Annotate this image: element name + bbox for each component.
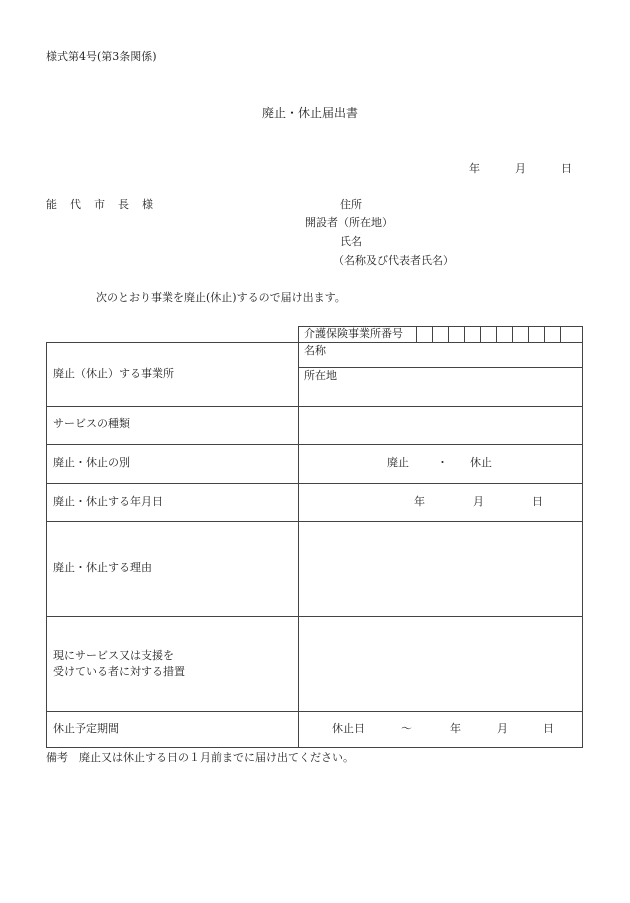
measures-label-line1: 現にサービス又は支援を xyxy=(53,649,174,662)
period-day: 日 xyxy=(543,722,554,735)
distinction-option-suspend: 休止 xyxy=(470,456,492,469)
date-day-label: 日 xyxy=(561,162,572,175)
address-label: 住所 xyxy=(340,198,362,211)
distinction-separator: ・ xyxy=(437,456,448,469)
measures-label-line2: 受けている者に対する措置 xyxy=(53,665,185,678)
service-type-label: サービスの種類 xyxy=(53,417,130,430)
addressee-char: 代 xyxy=(70,198,81,211)
date-day: 日 xyxy=(532,495,543,508)
office-location-label: 所在地 xyxy=(304,369,337,382)
office-name-label: 名称 xyxy=(304,344,326,357)
intro-text: 次のとおり事業を廃止(休止)するので届け出ます。 xyxy=(96,291,346,304)
distinction-option-abolish: 廃止 xyxy=(387,456,409,469)
distinction-label: 廃止・休止の別 xyxy=(53,456,130,469)
page-title: 廃止・休止届出書 xyxy=(261,106,358,120)
date-label: 廃止・休止する年月日 xyxy=(53,495,163,508)
date-month: 月 xyxy=(473,495,484,508)
addressee-char: 様 xyxy=(142,198,153,211)
insurance-number-label: 介護保険事業所番号 xyxy=(304,327,403,340)
addressee-char: 市 xyxy=(94,198,105,211)
date-year: 年 xyxy=(414,495,425,508)
period-label: 休止予定期間 xyxy=(53,722,119,735)
addressee-char: 能 xyxy=(46,198,57,211)
addressee-char: 長 xyxy=(118,198,129,211)
period-tilde: 〜 xyxy=(401,722,412,735)
name-label: 氏名 xyxy=(340,235,362,248)
form-table xyxy=(46,326,583,748)
period-year: 年 xyxy=(450,722,461,735)
name-note: （名称及び代表者氏名） xyxy=(333,254,454,267)
office-label: 廃止（休止）する事業所 xyxy=(53,367,174,380)
date-month-label: 月 xyxy=(515,162,526,175)
form-number: 様式第4号(第3条関係) xyxy=(46,50,157,63)
date-year-label: 年 xyxy=(469,162,480,175)
period-month: 月 xyxy=(497,722,508,735)
period-start-label: 休止日 xyxy=(332,722,365,735)
founder-label: 開設者（所在地） xyxy=(305,216,393,229)
remarks: 備考 廃止又は休止する日の１月前までに届け出てください。 xyxy=(46,751,354,764)
reason-label: 廃止・休止する理由 xyxy=(53,561,152,574)
